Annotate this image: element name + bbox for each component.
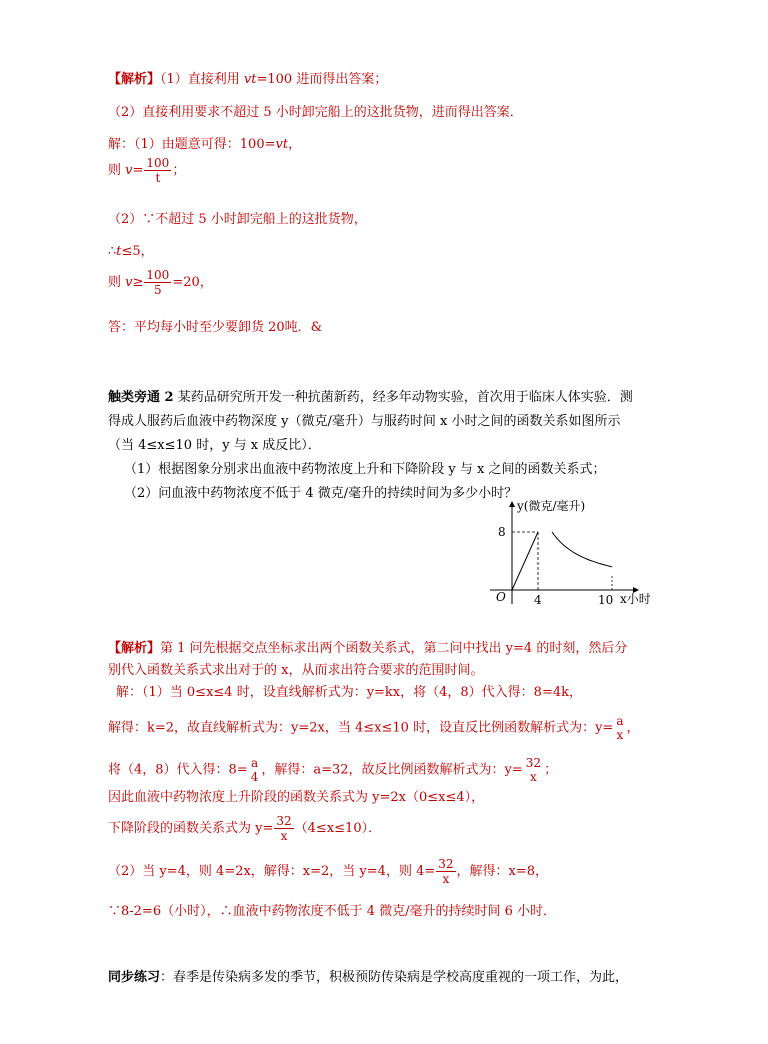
fraction-32-over-x: 32 x xyxy=(525,756,542,784)
analysis1-line2: （2）直接利用要求不超过 5 小时卸完船上的这批货物，进而得出答案． xyxy=(108,105,523,120)
solution2-line2: 解得：k=2，故直线解析式为：y=2x，当 4≤x≤10 时，设直反比例函数解析式为：y= a x ， xyxy=(108,714,640,742)
practice-tag: 同步练习 xyxy=(108,970,161,985)
fraction-100-over-t: $\frac{100}{t}$ xyxy=(146,156,170,185)
solution1-line4: ∴t≤5， xyxy=(108,244,154,259)
solution1-line5: 则 v≥ $\frac{100}{5}$ =20， xyxy=(108,268,213,297)
fraction-32-over-x-3: $\frac{32}{x}$ xyxy=(438,857,454,886)
analysis2-line2: 别代入函数关系式求出对于的 x，从而求出符合要求的范围时间。 xyxy=(108,663,484,678)
function-graph xyxy=(470,494,670,610)
problem2-line1: 触类旁通 2 某药品研究所开发一种抗菌新药，经多年动物实验，首次用于临床人体实验．测 xyxy=(108,390,633,405)
rising-line xyxy=(512,532,538,590)
solution2-line7: ∵8-2=6（小时），∴血液中药物浓度不低于 4 微克/毫升的持续时间 6 小时． xyxy=(108,904,557,919)
analysis-tag: 【解析】 xyxy=(108,72,161,87)
problem2-question2: （2）问血液中药物浓度不低于 4 微克/毫升的持续时间为多少小时？ xyxy=(124,486,518,501)
inverse-proportion-curve xyxy=(552,532,612,567)
solution1-line3: （2）∵不超过 5 小时卸完船上的这批货物， xyxy=(108,212,367,227)
x-tick-label-4: 4 xyxy=(534,593,542,607)
x-axis-label: x小时 xyxy=(620,592,651,606)
solution1-line1: 解：（1）由题意可得：100=vt， xyxy=(108,137,302,152)
solution2-line5: 下降阶段的函数关系式为 y= $\frac{32}{x}$ （4≤x≤10）． xyxy=(108,814,382,843)
analysis2-tag: 【解析】 xyxy=(108,641,161,656)
analysis1-line1: 【解析】（1）直接利用 vt=100 进而得出答案； xyxy=(108,72,388,87)
fraction-a-over-4: a 4 xyxy=(250,756,259,784)
x-tick-label-10: 10 xyxy=(598,593,614,607)
answer-line: 答：平均每小时至少要卸货 20吨．& xyxy=(108,320,323,335)
problem2-question1: （1）根据图象分别求出血液中药物浓度上升和下降阶段 y 与 x 之间的函数关系式； xyxy=(124,462,606,477)
origin-label: O xyxy=(496,590,506,604)
problem2-line2: 得成人服药后血液中药物深度 y（微克/毫升）与服药时间 x 小时之间的函数关系如图所示 xyxy=(108,414,621,429)
analysis2-line1: 【解析】第 1 问先根据交点坐标求出两个函数关系式，第二问中找出 y=4 的时刻，然后分 xyxy=(108,641,628,656)
fraction-32-over-x-2: $\frac{32}{x}$ xyxy=(276,814,292,843)
solution2-line6: （2）当 y=4，则 4=2x，解得：x=2，当 y=4，则 4= $\frac{32}{x}$ ，解得：x=8， xyxy=(108,857,549,886)
solution2-line4: 因此血液中药物浓度上升阶段的函数关系式为 y=2x（0≤x≤4）， xyxy=(108,790,485,805)
problem2-line3: （当 4≤x≤10 时，y 与 x 成反比）． xyxy=(108,438,321,453)
fraction-a-over-x: a x xyxy=(616,714,624,742)
problem-tag: 触类旁通 2 xyxy=(108,390,174,405)
practice-line: 同步练习：春季是传染病多发的季节，积极预防传染病是学校高度重视的一项工作，为此， xyxy=(108,970,629,985)
fraction-100-over-5: $\frac{100}{5}$ xyxy=(146,268,170,297)
solution1-line2: 则 v= $\frac{100}{t}$ ； xyxy=(108,156,186,185)
solution2-line3: 将（4，8）代入得：8= a 4 ，解得：a=32，故反比例函数解析式为：y= 32 x ； xyxy=(108,756,558,784)
y-axis-label: y(微克/毫升) xyxy=(517,499,586,513)
solution2-line1: 解：（1）当 0≤x≤4 时，设直线解析式为：y=kx，将（4，8）代入得：8=4k， xyxy=(116,685,582,700)
y-tick-label: 8 xyxy=(498,525,506,539)
